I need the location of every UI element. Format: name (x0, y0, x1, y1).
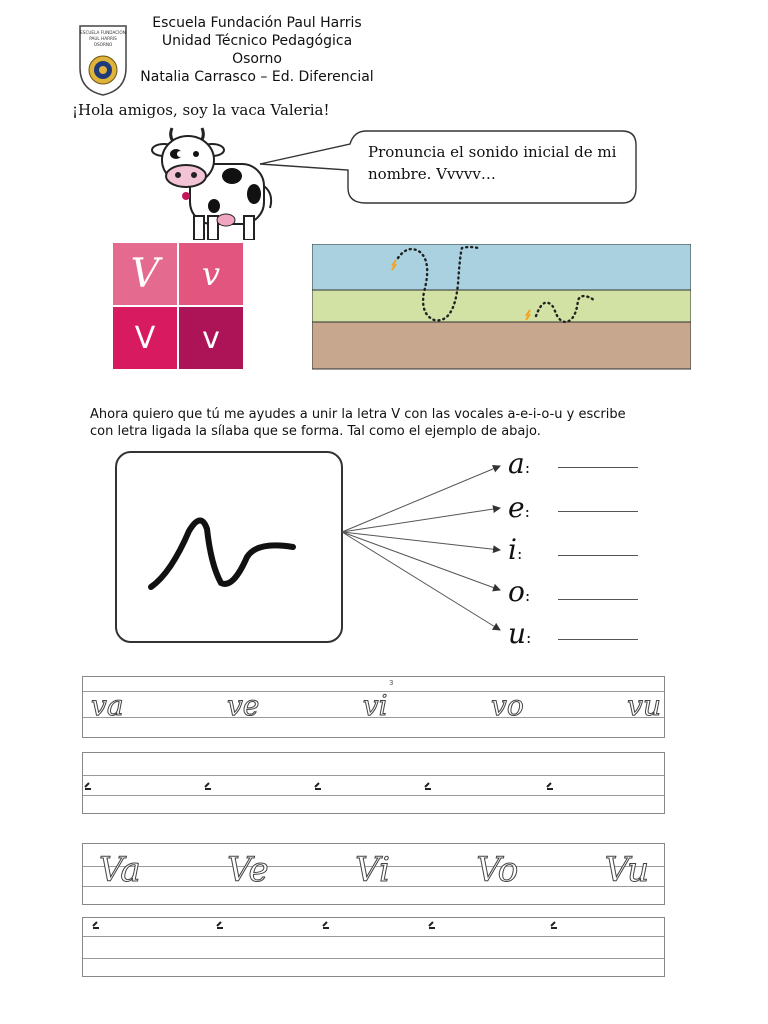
answer-line-i[interactable] (558, 555, 638, 556)
instructions-line-2: con letra ligada la sílaba que se forma. Tal como el ejemplo de abajo. (90, 424, 541, 439)
start-marks-upper (83, 918, 666, 932)
unit-name: Unidad Técnico Pedagógica (161, 33, 353, 49)
speech-bubble-text (368, 141, 628, 185)
start-marks-lower (83, 781, 666, 797)
instructions-line-1: Ahora quiero que tú me ayudes a unir la letra V con las vocales a-e-i-o-u y escribe (90, 407, 626, 422)
tile-print-lower (179, 307, 243, 369)
letter-tiles (113, 243, 243, 369)
vowel-u-letter: u (508, 617, 527, 650)
vowel-e (508, 491, 530, 524)
teacher-name: Natalia Carrasco – Ed. Diferencial (140, 69, 374, 85)
answer-line-e[interactable] (558, 511, 638, 512)
vowel-i (508, 533, 522, 566)
upper-syllables (99, 850, 649, 890)
practice-row-upper-blank[interactable] (82, 917, 665, 977)
practice-row-lower-dotted (82, 676, 665, 738)
answer-line-u[interactable] (558, 639, 638, 640)
logo-text-3: OSORNO (93, 42, 113, 47)
syllable-Vo: Vo (476, 850, 519, 890)
answer-line-a[interactable] (558, 467, 638, 468)
vowel-a-colon: : (524, 458, 531, 477)
vowel-list (508, 447, 648, 650)
lower-syllables (91, 689, 661, 722)
greeting-title: ¡Hola amigos, soy la vaca Valeria! (72, 101, 330, 119)
vowel-u (508, 617, 531, 650)
vowel-a-letter: a (508, 447, 525, 480)
vowel-o-letter: o (508, 575, 525, 608)
logo-text-2: PAUL HARRIS (89, 36, 117, 41)
vowel-i-letter: i (508, 533, 517, 566)
vowel-a (508, 447, 530, 480)
instructions (90, 406, 690, 440)
page-mark: 3 (389, 679, 394, 687)
tile-print-upper (113, 307, 177, 369)
vowel-u-colon: : (526, 628, 532, 647)
tile-cursive-lower-label: v (201, 255, 221, 293)
tracing-panel (312, 244, 691, 370)
syllable-Va: Va (99, 850, 141, 890)
city-name: Osorno (232, 51, 282, 67)
vowel-i-colon: : (516, 544, 523, 563)
cursive-v-glyph (117, 453, 341, 641)
syllable-va: va (91, 689, 124, 722)
school-header (120, 14, 394, 86)
center-letter-box (115, 451, 343, 643)
tile-cursive-upper (113, 243, 177, 305)
tile-print-lower-label: v (202, 320, 220, 356)
syllable-Vu: Vu (604, 850, 649, 890)
practice-row-upper-dotted (82, 843, 665, 905)
syllable-vi: vi (362, 689, 388, 722)
school-logo (78, 24, 128, 96)
tile-print-upper-label: V (134, 320, 156, 356)
syllable-ve: ve (226, 689, 260, 722)
syllable-Ve: Ve (227, 850, 269, 890)
speech-line-1: Pronuncia el sonido inicial de mi (368, 143, 617, 161)
answer-line-o[interactable] (558, 599, 638, 600)
tile-cursive-upper-label: V (130, 251, 160, 297)
practice-row-lower-blank[interactable] (82, 752, 665, 814)
vowel-e-letter: e (508, 491, 525, 524)
school-name: Escuela Fundación Paul Harris (152, 15, 362, 31)
vowel-e-colon: : (524, 502, 530, 521)
speech-line-2: nombre. Vvvvv… (368, 165, 496, 183)
syllable-vu: vu (627, 689, 661, 722)
logo-text-1: ESCUELA FUNDACION (80, 30, 126, 35)
connector-arrows (340, 454, 510, 642)
vowel-o (508, 575, 530, 608)
tile-cursive-lower (179, 243, 243, 305)
vowel-o-colon: : (524, 586, 531, 605)
syllable-vo: vo (491, 689, 524, 722)
syllable-Vi: Vi (355, 850, 390, 890)
rotary-gear-icon (89, 56, 117, 84)
